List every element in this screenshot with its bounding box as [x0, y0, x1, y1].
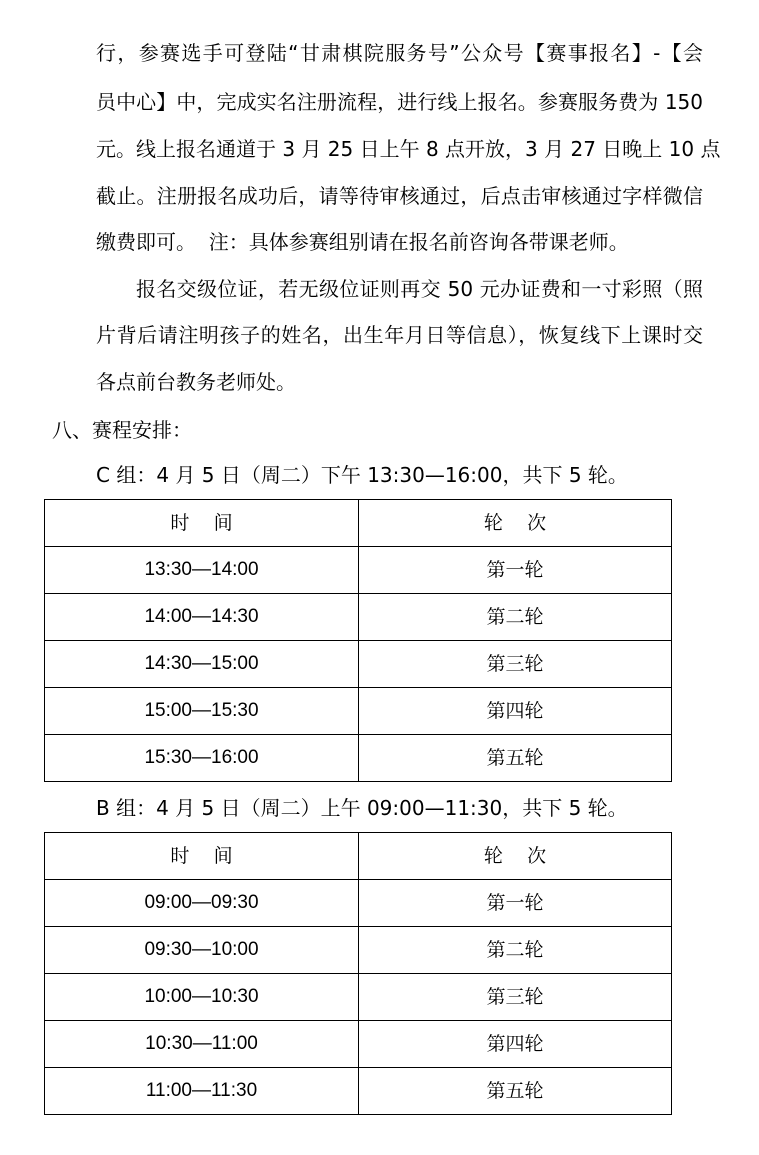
- time-cell: 14:30—15:00: [45, 641, 359, 688]
- table-row: [45, 547, 672, 594]
- time-cell: 13:30—14:00: [45, 547, 359, 594]
- round-cell: 第五轮: [359, 735, 672, 782]
- group-c-schedule-table: [44, 499, 672, 782]
- group-c-caption: C 组：4 月 5 日（周二）下午 13:30—16:00，共下 5 轮。: [96, 463, 628, 487]
- round-cell: 第四轮: [359, 1021, 672, 1068]
- table-row: [45, 688, 672, 735]
- group-b-schedule-table: [44, 832, 672, 1115]
- time-cell: 10:00—10:30: [45, 974, 359, 1021]
- table-row: [45, 974, 672, 1021]
- header-time: 时 间: [45, 833, 359, 880]
- table-row: [45, 641, 672, 688]
- time-cell: 09:00—09:30: [45, 880, 359, 927]
- time-cell: 11:00—11:30: [45, 1068, 359, 1115]
- table-row: [45, 1068, 672, 1115]
- round-cell: 第四轮: [359, 688, 672, 735]
- table-row: [45, 880, 672, 927]
- time-cell: 15:00—15:30: [45, 688, 359, 735]
- round-cell: 第二轮: [359, 927, 672, 974]
- header-round: 轮 次: [359, 500, 672, 547]
- paragraph-line: 报名交级位证，若无级位证则再交 50 元办证费和一寸彩照（照: [136, 277, 703, 301]
- paragraph-line: 缴费即可。 注：具体参赛组别请在报名前咨询各带课老师。: [96, 230, 629, 254]
- time-cell: 15:30—16:00: [45, 735, 359, 782]
- paragraph-line: 员中心】中，完成实名注册流程，进行线上报名。参赛服务费为 150: [96, 90, 703, 114]
- round-cell: 第一轮: [359, 547, 672, 594]
- round-cell: 第二轮: [359, 594, 672, 641]
- group-b-caption: B 组：4 月 5 日（周二）上午 09:00—11:30，共下 5 轮。: [96, 796, 628, 820]
- time-cell: 09:30—10:00: [45, 927, 359, 974]
- table-row: [45, 594, 672, 641]
- table-row: [45, 927, 672, 974]
- section-heading: 八、赛程安排：: [52, 418, 192, 442]
- header-time: 时 间: [45, 500, 359, 547]
- table-row: [45, 735, 672, 782]
- table-header-row: [45, 500, 672, 547]
- paragraph-line: 行，参赛选手可登陆“甘肃棋院服务号”公众号【赛事报名】-【会: [96, 41, 703, 65]
- time-cell: 10:30—11:00: [45, 1021, 359, 1068]
- round-cell: 第三轮: [359, 641, 672, 688]
- paragraph-line: 片背后请注明孩子的姓名，出生年月日等信息），恢复线下上课时交: [96, 323, 703, 347]
- table-header-row: [45, 833, 672, 880]
- round-cell: 第一轮: [359, 880, 672, 927]
- paragraph-line: 各点前台教务老师处。: [96, 370, 296, 394]
- paragraph-line: 截止。注册报名成功后，请等待审核通过，后点击审核通过字样微信: [96, 184, 703, 208]
- time-cell: 14:00—14:30: [45, 594, 359, 641]
- paragraph-line: 元。线上报名通道于 3 月 25 日上午 8 点开放，3 月 27 日晚上 10 点: [96, 137, 721, 161]
- table-row: [45, 1021, 672, 1068]
- round-cell: 第三轮: [359, 974, 672, 1021]
- header-round: 轮 次: [359, 833, 672, 880]
- round-cell: 第五轮: [359, 1068, 672, 1115]
